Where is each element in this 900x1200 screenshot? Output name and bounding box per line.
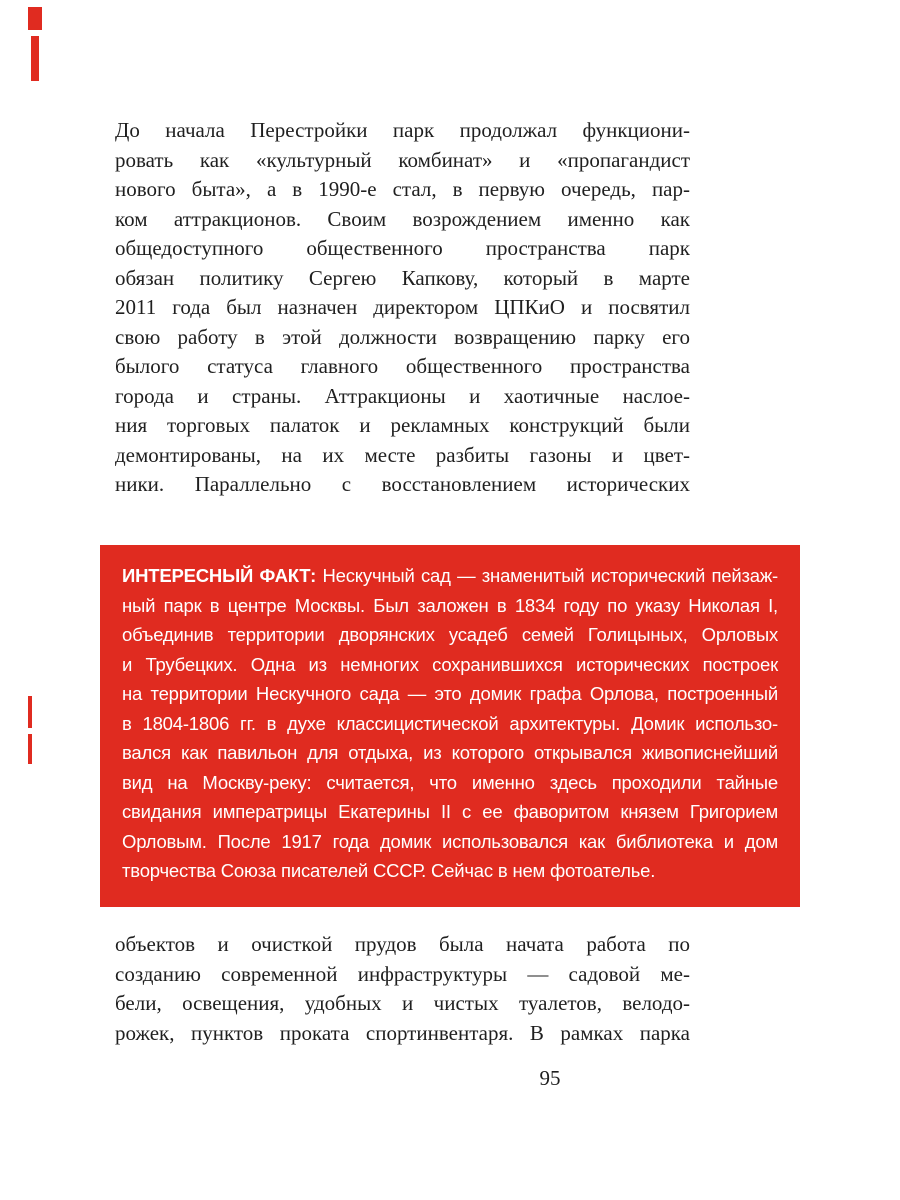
fact-box — [100, 545, 800, 907]
fact-box-first-line-text: Нескучный сад — знаменитый исторический пейзаж- — [316, 565, 779, 586]
print-mark-top-bar — [31, 36, 39, 81]
page-number: 95 — [539, 1066, 561, 1090]
print-mark-left-lower — [28, 734, 32, 764]
paragraph-bottom: объектов и очисткой прудов была начата работа по созданию современной инфраструктуры — садовой ме- бели, освещения, удобных и чистых туалетов, велодо- рожек, пунктов проката спортинвентаря. В рамках парка — [115, 932, 690, 1045]
print-mark-top-block — [28, 7, 42, 30]
paragraph-top: До начала Перестройки парк продолжал функциони- ровать как «культурный комбинат» и «пропагандист нового быта», а в 1990-е стал, в первую очередь, пар- ком аттракционов. Своим возрождением именно как общедоступного общественного пространства парк обязан политику Сергею Капкову, который в марте 2011 года был назначен директором ЦПКиО и посвятил свою работу в этой должности возвращению парку его былого статуса главного общественного пространства города и страны. Аттракционы и хаотичные наслое- ния торговых палаток и рекламных конструкций были демонтированы, на их месте разбиты газоны и цвет- ники. Параллельно с восстановлением исторических — [115, 118, 690, 496]
fact-box-first-line — [122, 561, 778, 591]
print-mark-left-upper — [28, 696, 32, 728]
fact-box-label: ИНТЕРЕСНЫЙ ФАКТ: — [122, 565, 317, 586]
fact-box-lines: ный парк в центре Москвы. Был заложен в 1834 году по указу Николая I, объединив территории дворянских усадеб семей Голицыных, Орловых и Трубецких. Одна из немногих сохранившихся исторических построек на территории Нескучного сада — это домик графа Орлова, построенный в 1804-1806 гг. в духе классицистической архитектуры. Домик использо- вался как павильон для отдыха, из которого открывался живописнейший вид на Москву-реку: считается, что именно здесь проходили тайные свидания императрицы Екатерины II с ее фаворитом князем Григорием Орловым. После 1917 года домик использовался как библиотека и дом творчества Союза писателей СССР. Сейчас в нем фотоателье. — [122, 594, 778, 881]
